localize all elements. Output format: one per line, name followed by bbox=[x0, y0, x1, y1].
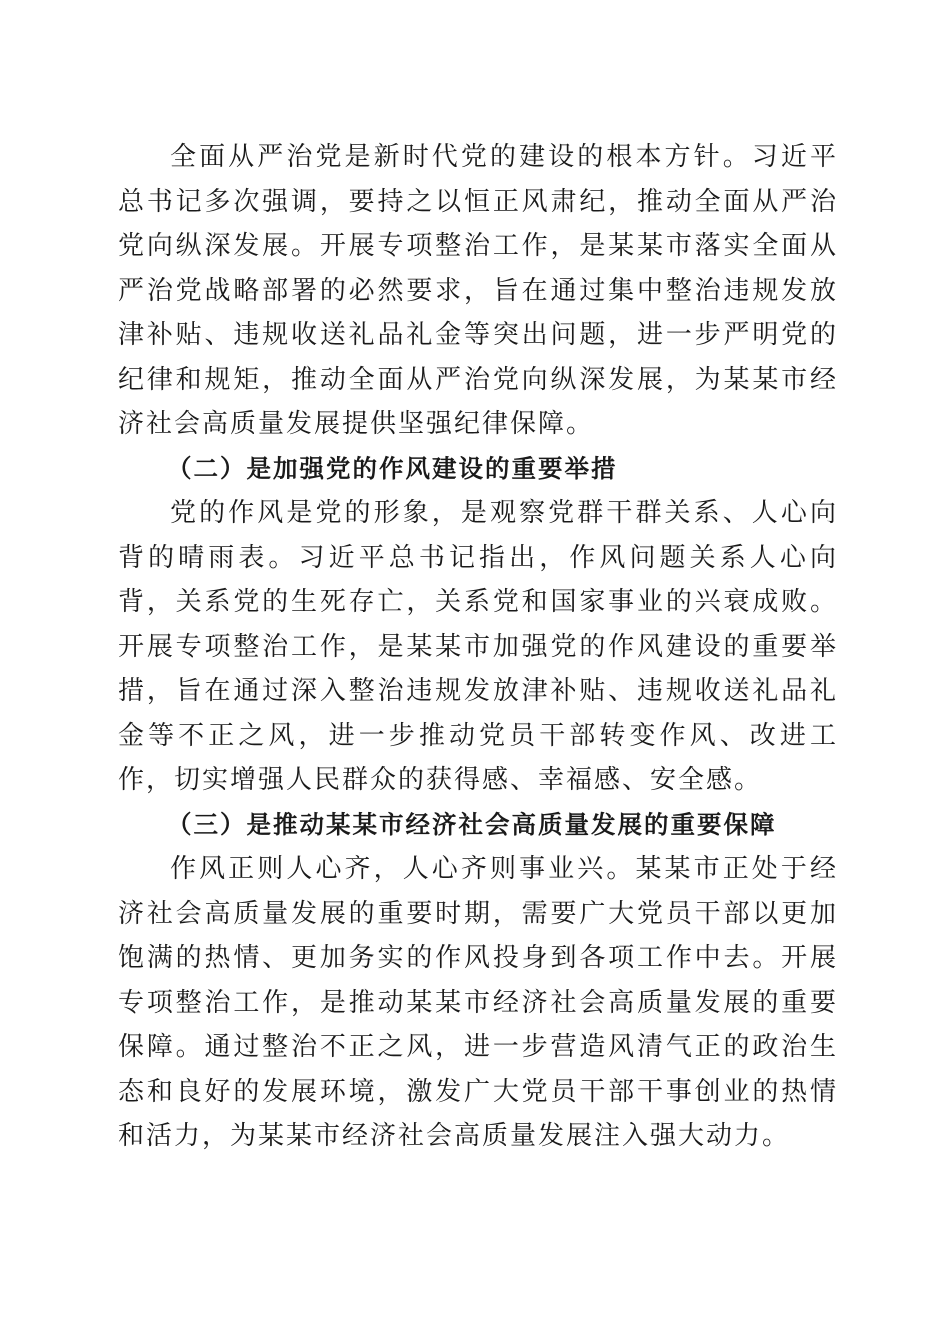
paragraph-1: 全面从严治党是新时代党的建设的根本方针。习近平总书记多次强调，要持之以恒正风肃纪，推动全面从严治党向纵深发展。开展专项整治工作，是某某市落实全面从严治党战略部署的必然要求，旨在通过集中整治违规发放津补贴、违规收送礼品礼金等突出问题，进一步严明党的纪律和规矩，推动全面从严治党向纵深发展，为某某市经济社会高质量发展提供坚强纪律保障。 bbox=[118, 142, 838, 439]
section-heading-2: （二）是加强党的作风建设的重要举措 bbox=[167, 453, 618, 483]
section-heading-3: （三）是推动某某市经济社会高质量发展的重要保障 bbox=[167, 809, 777, 839]
document-body bbox=[118, 135, 838, 1159]
paragraph-3: 作风正则人心齐，人心齐则事业兴。某某市正处于经济社会高质量发展的重要时期，需要广大党员干部以更加饱满的热情、更加务实的作风投身到各项工作中去。开展专项整治工作，是推动某某市经济社会高质量发展的重要保障。通过整治不正之风，进一步营造风清气正的政治生态和良好的发展环境，激发广大党员干部干事创业的热情和活力，为某某市经济社会高质量发展注入强大动力。 bbox=[118, 854, 838, 1151]
paragraph-2: 党的作风是党的形象，是观察党群干群关系、人心向背的晴雨表。习近平总书记指出，作风问题关系人心向背，关系党的生死存亡，关系党和国家事业的兴衰成败。开展专项整治工作，是某某市加强党的作风建设的重要举措，旨在通过深入整治违规发放津补贴、违规收送礼品礼金等不正之风，进一步推动党员干部转变作风、改进工作，切实增强人民群众的获得感、幸福感、安全感。 bbox=[118, 498, 838, 795]
